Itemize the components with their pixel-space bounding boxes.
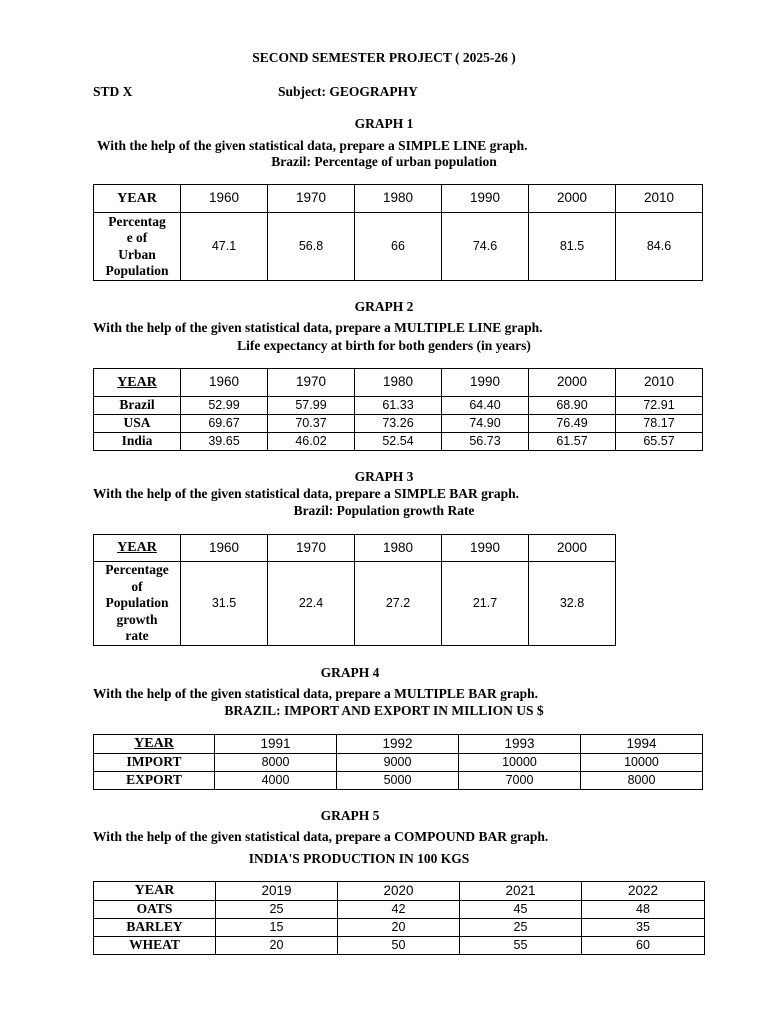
value-cell: 20	[338, 919, 460, 937]
graph2-table	[93, 368, 703, 451]
header-cell: YEAR	[94, 735, 215, 754]
graph1-heading: GRAPH 1	[354, 116, 414, 131]
value-cell: 69.67	[181, 415, 268, 433]
header-cell: 1960	[181, 185, 268, 213]
value-cell: 73.26	[355, 415, 442, 433]
graph3-caption: Brazil: Population growth Rate	[293, 503, 475, 518]
value-cell: 74.90	[442, 415, 529, 433]
table-row	[94, 754, 703, 772]
value-cell: 84.6	[616, 213, 703, 281]
table-row	[94, 772, 703, 790]
value-cell: 66	[355, 213, 442, 281]
row-label: Percentage of Population growth rate	[94, 562, 181, 646]
graph1-table	[93, 184, 703, 281]
value-cell: 27.2	[355, 562, 442, 646]
header-cell: 2022	[582, 882, 705, 901]
header-cell: 2019	[216, 882, 338, 901]
value-cell: 50	[338, 937, 460, 955]
header-cell: 1970	[268, 535, 355, 562]
value-cell: 46.02	[268, 433, 355, 451]
graph4-instruction: With the help of the given statistical data, prepare a MULTIPLE BAR graph.	[93, 686, 539, 701]
table-row	[94, 397, 703, 415]
graph1-instruction: With the help of the given statistical data, prepare a SIMPLE LINE graph.	[97, 138, 528, 153]
value-cell: 8000	[215, 754, 337, 772]
table-row	[94, 937, 705, 955]
value-cell: 72.91	[616, 397, 703, 415]
header-cell: 2010	[616, 185, 703, 213]
value-cell: 35	[582, 919, 705, 937]
value-cell: 65.57	[616, 433, 703, 451]
table-header-row	[94, 735, 703, 754]
graph5-table	[93, 881, 705, 955]
row-label: Brazil	[94, 397, 181, 415]
value-cell: 60	[582, 937, 705, 955]
value-cell: 81.5	[529, 213, 616, 281]
header-cell: 1960	[181, 369, 268, 397]
value-cell: 4000	[215, 772, 337, 790]
header-cell: 2000	[529, 369, 616, 397]
value-cell: 61.57	[529, 433, 616, 451]
value-cell: 47.1	[181, 213, 268, 281]
row-label: India	[94, 433, 181, 451]
subject-label: Subject: GEOGRAPHY	[278, 84, 418, 99]
value-cell: 45	[460, 901, 582, 919]
row-label: EXPORT	[94, 772, 215, 790]
value-cell: 25	[460, 919, 582, 937]
value-cell: 52.54	[355, 433, 442, 451]
header-cell: 1970	[268, 369, 355, 397]
page-title: SECOND SEMESTER PROJECT ( 2025-26 )	[252, 50, 516, 65]
header-cell: 1980	[355, 369, 442, 397]
header-cell: 2021	[460, 882, 582, 901]
value-cell: 10000	[459, 754, 581, 772]
graph2-instruction: With the help of the given statistical data, prepare a MULTIPLE LINE graph.	[93, 320, 543, 335]
header-cell: 2010	[616, 369, 703, 397]
table-row	[94, 562, 616, 646]
value-cell: 52.99	[181, 397, 268, 415]
header-cell: 1960	[181, 535, 268, 562]
graph1-caption: Brazil: Percentage of urban population	[271, 154, 497, 169]
header-cell: 1980	[355, 185, 442, 213]
graph3-table	[93, 534, 616, 646]
row-label: BARLEY	[94, 919, 216, 937]
row-label: OATS	[94, 901, 216, 919]
value-cell: 76.49	[529, 415, 616, 433]
value-cell: 55	[460, 937, 582, 955]
value-cell: 8000	[581, 772, 703, 790]
header-cell: 2000	[529, 535, 616, 562]
header-cell: 1994	[581, 735, 703, 754]
table-row	[94, 213, 703, 281]
value-cell: 56.8	[268, 213, 355, 281]
header-cell: YEAR	[94, 882, 216, 901]
value-cell: 15	[216, 919, 338, 937]
header-cell: 1970	[268, 185, 355, 213]
graph2-caption: Life expectancy at birth for both genders (in years)	[237, 338, 531, 353]
header-cell: 1980	[355, 535, 442, 562]
value-cell: 61.33	[355, 397, 442, 415]
graph2-heading: GRAPH 2	[354, 299, 414, 314]
table-row	[94, 433, 703, 451]
table-header-row	[94, 535, 616, 562]
graph3-heading: GRAPH 3	[354, 469, 414, 484]
value-cell: 70.37	[268, 415, 355, 433]
header-cell: YEAR	[94, 369, 181, 397]
graph4-heading: GRAPH 4	[320, 665, 380, 680]
value-cell: 22.4	[268, 562, 355, 646]
row-label: USA	[94, 415, 181, 433]
value-cell: 68.90	[529, 397, 616, 415]
value-cell: 21.7	[442, 562, 529, 646]
value-cell: 39.65	[181, 433, 268, 451]
row-label: Percentag e of Urban Population	[94, 213, 181, 281]
value-cell: 20	[216, 937, 338, 955]
header-cell: 1990	[442, 535, 529, 562]
value-cell: 10000	[581, 754, 703, 772]
table-row	[94, 415, 703, 433]
value-cell: 64.40	[442, 397, 529, 415]
header-cell: 1992	[337, 735, 459, 754]
value-cell: 74.6	[442, 213, 529, 281]
header-cell: 2020	[338, 882, 460, 901]
value-cell: 48	[582, 901, 705, 919]
value-cell: 5000	[337, 772, 459, 790]
row-label: WHEAT	[94, 937, 216, 955]
graph4-caption: BRAZIL: IMPORT AND EXPORT IN MILLION US $	[224, 703, 544, 718]
header-cell: 2000	[529, 185, 616, 213]
header-cell: 1993	[459, 735, 581, 754]
value-cell: 25	[216, 901, 338, 919]
header-cell: YEAR	[94, 535, 181, 562]
header-cell: 1991	[215, 735, 337, 754]
value-cell: 42	[338, 901, 460, 919]
graph3-instruction: With the help of the given statistical data, prepare a SIMPLE BAR graph.	[93, 486, 520, 501]
row-label: IMPORT	[94, 754, 215, 772]
value-cell: 31.5	[181, 562, 268, 646]
header-cell: YEAR	[94, 185, 181, 213]
std-label: STD X	[93, 84, 133, 99]
value-cell: 57.99	[268, 397, 355, 415]
value-cell: 56.73	[442, 433, 529, 451]
table-row	[94, 901, 705, 919]
table-header-row	[94, 369, 703, 397]
graph5-caption: INDIA'S PRODUCTION IN 100 KGS	[248, 851, 470, 866]
value-cell: 9000	[337, 754, 459, 772]
value-cell: 78.17	[616, 415, 703, 433]
value-cell: 7000	[459, 772, 581, 790]
table-row	[94, 919, 705, 937]
graph5-instruction: With the help of the given statistical data, prepare a COMPOUND BAR graph.	[93, 829, 549, 844]
header-cell: 1990	[442, 369, 529, 397]
graph5-heading: GRAPH 5	[320, 808, 380, 823]
table-header-row	[94, 185, 703, 213]
graph4-table	[93, 734, 703, 790]
table-header-row	[94, 882, 705, 901]
header-cell: 1990	[442, 185, 529, 213]
value-cell: 32.8	[529, 562, 616, 646]
